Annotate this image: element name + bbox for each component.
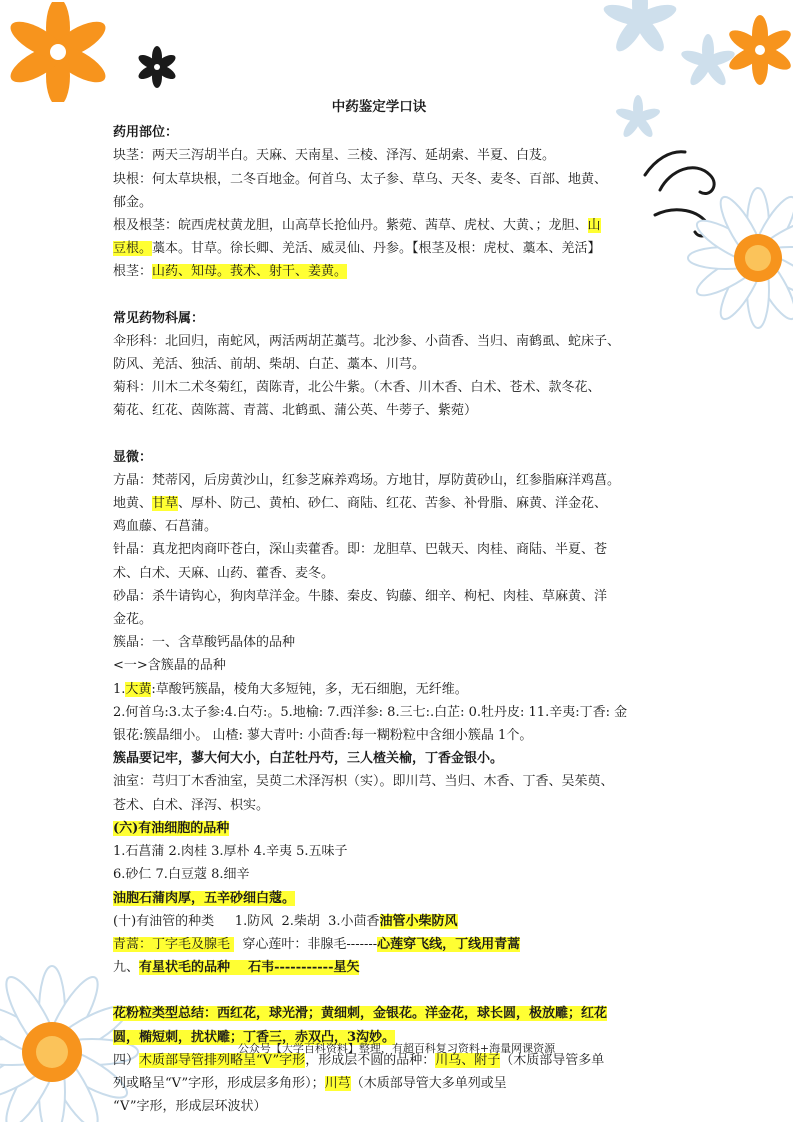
text-line: 金花。 xyxy=(113,612,153,628)
highlight: 圆，椭短刺，扰状雕；丁香三，赤双凸，3沟妙。 xyxy=(113,1029,396,1045)
footer-note: 公众号【大学百科资料】整理，有超百科复习资料+海量网课资源 xyxy=(237,1042,556,1055)
text-line: 鸡血藤、石菖蒲。 xyxy=(113,519,218,535)
highlight: 川乌、附子 xyxy=(435,1052,501,1068)
text-line: 苍术、白术、泽泻、枳实。 xyxy=(113,797,270,813)
section-heading: 常见药物科属： xyxy=(113,310,205,326)
text-line: 青蒿：丁字毛及腺毛 穿心莲叶：非腺毛-------心莲穿飞线，丁线用青蒿 xyxy=(113,936,521,952)
highlight: 大黄 xyxy=(125,681,152,697)
highlight: (六)有油细胞的品种 xyxy=(113,820,230,836)
highlight: 山 xyxy=(587,218,601,234)
text-line: “V”字形，形成层环波状） xyxy=(113,1099,267,1115)
text-line: 豆根。藁本。甘草。徐长卿、羌活、威灵仙、丹参。【根茎及根：虎杖、藁本、羌活】 xyxy=(113,241,601,257)
text-line: 根及根茎：皖西虎杖黄龙胆，山高草长抢仙丹。紫菀、茜草、虎杖、大黄、；龙胆、山 xyxy=(113,218,601,234)
text-line: 1.大黄:草酸钙簇晶，棱角大多短钝，多，无石细胞，无纤维。 xyxy=(113,681,468,697)
text-line: 块茎：两天三泻胡半白。天麻、天南星、三棱、泽泻、延胡索、半夏、白芨。 xyxy=(113,148,556,164)
highlight: 油胞石蒲肉厚，五辛砂细白蔻。 xyxy=(113,890,296,906)
text-line: 郁金。 xyxy=(113,194,153,210)
text-line: 九、有星状毛的品种 石韦-----------星矢 xyxy=(113,960,360,976)
text-line: 列或略呈“V”字形，形成层多角形）；川芎（木质部导管大多单列或呈 xyxy=(113,1075,507,1091)
text-line: 2.何首乌:3.太子参:4.白芍:。5.地榆: 7.西洋参: 8.三七:.白芷: 0.牡丹皮: 11.辛夷:丁香: 金 xyxy=(113,704,628,720)
highlight: 青蒿：丁字毛及腺毛 xyxy=(113,936,235,952)
mnemonic-line xyxy=(113,887,645,910)
highlight: 心莲穿飞线，丁线用青蒿 xyxy=(377,936,521,952)
mnemonic-line: 簇晶要记牢，蓼大何大小，白芷牡丹芍，三人楂关榆，丁香金银小。 xyxy=(113,751,504,767)
text-line: 四）木质部导管排列略呈“V”字形，形成层不圆的品种：川乌、附子（木质部导管多单 xyxy=(113,1052,605,1068)
highlight: 木质部导管排列略呈“V”字形 xyxy=(139,1052,306,1068)
text-line xyxy=(113,817,645,840)
text-line: (十)有油管的种类 1.防风 2.柴胡 3.小茴香油管小柴防风 xyxy=(113,913,458,929)
section-heading: 显微： xyxy=(113,449,153,465)
highlight: 豆根。 xyxy=(113,241,153,257)
mnemonic-line xyxy=(113,1002,645,1025)
text-line: 地黄、甘草、厚朴、防己、黄柏、砂仁、商陆、红花、苦参、补骨脂、麻黄、洋金花、 xyxy=(113,496,608,512)
text-line: 砂晶：杀牛请钩心，狗肉草洋金。牛膝、秦皮、钩藤、细辛、枸杞、肉桂、草麻黄、洋 xyxy=(113,588,608,604)
text-line: 簇晶：一、含草酸钙晶体的品种 xyxy=(113,635,296,651)
text-line: 根茎：山药、知母。莪术、射干、姜黄。 xyxy=(113,264,348,280)
text-line: 术、白术、天麻、山药、藿香、麦冬。 xyxy=(113,565,335,581)
text-line: 菊科：川木二术冬菊红，茵陈青，北公牛紫。（木香、川木香、白术、苍术、款冬花、 xyxy=(113,380,601,396)
page-title: 中药鉴定学口诀 xyxy=(331,99,427,115)
black-asterisk-flower-icon xyxy=(132,42,182,92)
text-line: 油室：芎归丁木香油室，吴萸二术泽泻枳（实）。即川芎、当归、木香、丁香、吴茱萸、 xyxy=(113,774,614,790)
text-line: 银花:簇晶细小。 山楂: 蓼大青叶: 小茴香:每一糊粉粒中含细小簇晶 1个。 xyxy=(113,728,533,744)
orange-flower-icon xyxy=(8,2,108,102)
highlight: 川芎 xyxy=(324,1075,351,1091)
text-line: 针晶：真龙把肉商吓苍白，深山卖藿香。即：龙胆草、巴戟天、肉桂、商陆、半夏、苍 xyxy=(113,542,608,558)
document-body xyxy=(113,96,645,1118)
highlight: 有星状毛的品种 石韦-----------星矢 xyxy=(139,960,360,976)
text-line: 菊花、红花、茵陈蒿、青蒿、北鹤虱、蒲公英、牛蒡子、紫菀） xyxy=(113,403,478,419)
highlight: 油管小柴防风 xyxy=(379,913,458,929)
text-line: 1.石菖蒲 2.肉桂 3.厚朴 4.辛夷 5.五味子 xyxy=(113,844,348,860)
highlight: 山药、知母。莪术、射干、姜黄。 xyxy=(152,264,348,280)
text-line: 6.砂仁 7.白豆蔻 8.细辛 xyxy=(113,867,250,883)
text-line: <一>含簇晶的品种 xyxy=(113,658,226,674)
highlight: 花粉粒类型总结：西红花，球光滑；黄细刺，金银花。洋金花，球长圆，极放雕；红花 xyxy=(113,1006,608,1022)
text-line: 伞形科：北回归，南蛇风，两活两胡芷藁芎。北沙参、小茴香、当归、南鹤虱、蛇床子、 xyxy=(113,333,621,349)
section-heading: 药用部位： xyxy=(113,125,179,141)
text-line: 防风、羌活、独活、前胡、柴胡、白芷、藁本、川芎。 xyxy=(113,357,426,373)
highlight: 甘草 xyxy=(152,496,179,512)
text-line: 方晶：梵蒂冈，后房黄沙山，红参芝麻养鸡场。方地甘，厚防黄砂山，红参脂麻洋鸡菖。 xyxy=(113,472,621,488)
text-line: 块根：何太草块根，二冬百地金。何首乌、太子参、草乌、天冬、麦冬、百部、地黄、 xyxy=(113,171,608,187)
